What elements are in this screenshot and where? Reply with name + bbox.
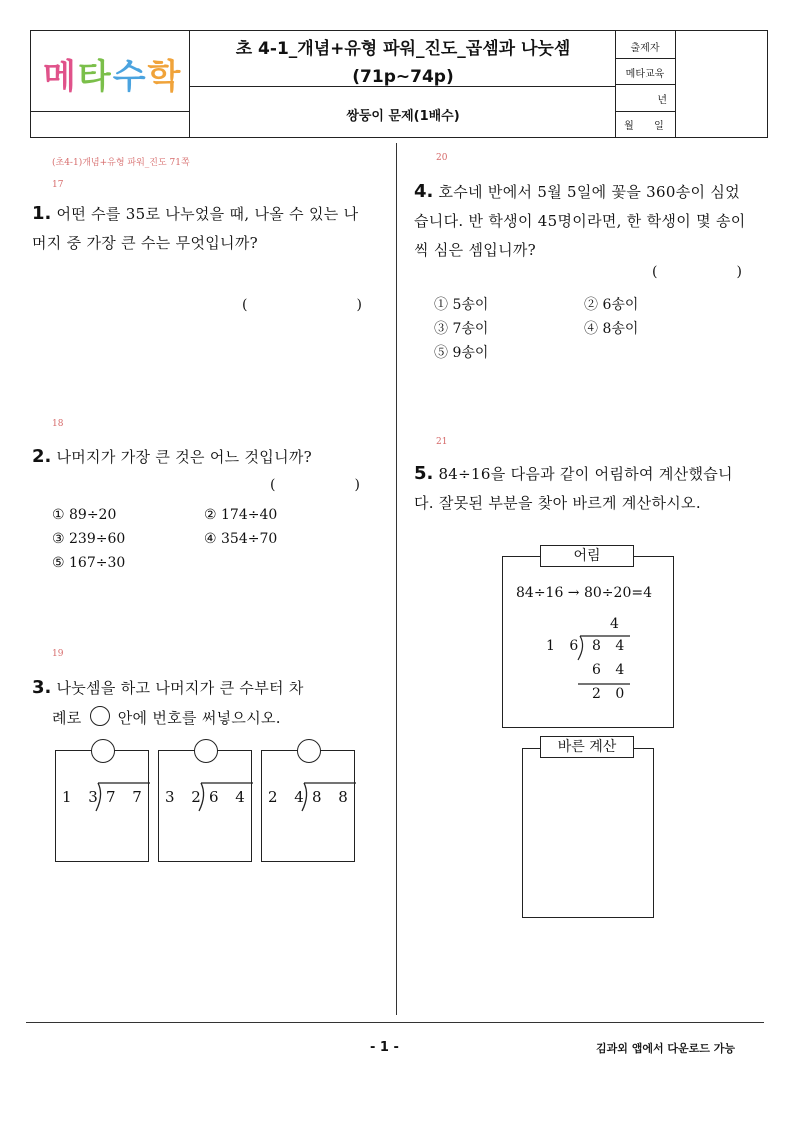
choice-5[interactable]: ⑤ 167÷30 bbox=[52, 555, 126, 571]
question-number: 1. bbox=[32, 203, 52, 224]
question-id: 21 bbox=[436, 437, 448, 447]
question-number: 2. bbox=[32, 446, 52, 467]
divisor: 3 2 bbox=[165, 788, 207, 806]
download-note: 김과외 앱에서 다운로드 가능 bbox=[596, 1042, 735, 1055]
choice-3[interactable]: ③ 239÷60 bbox=[52, 531, 126, 547]
question-id: 17 bbox=[52, 180, 64, 190]
footer-rule bbox=[26, 1022, 764, 1023]
correct-calc-label: 바른 계산 bbox=[540, 736, 634, 758]
title-line-1: 초 4-1_개념+유형 파워_진도_곱셈과 나눗셈 bbox=[235, 39, 571, 59]
year-label: 년 bbox=[657, 95, 667, 106]
question-text: 나눗셈을 하고 나머지가 큰 수부터 차 bbox=[56, 679, 304, 697]
title-line-2: (71p~74p) bbox=[352, 67, 454, 87]
work-quotient: 4 bbox=[610, 616, 619, 632]
divisor: 1 3 bbox=[62, 788, 104, 806]
worksheet-subtitle: 쌍둥이 문제(1배수) bbox=[346, 109, 460, 124]
question-number: 4. bbox=[414, 181, 434, 202]
dividend: 6 4 bbox=[209, 788, 251, 806]
answer-blank[interactable]: ( ) bbox=[652, 264, 742, 280]
question-id: 18 bbox=[52, 419, 64, 429]
estimate-label: 어림 bbox=[540, 545, 634, 567]
question-text: 호수네 반에서 5월 5일에 꽃을 360송이 심었습니다. 반 학생이 45명이라면, 한 학생이 몇 송이씩 심은 셈입니까? bbox=[414, 183, 746, 259]
choice-1[interactable]: ① 5송이 bbox=[434, 297, 489, 313]
choice-2[interactable]: ② 6송이 bbox=[584, 297, 639, 313]
dividend: 8 8 bbox=[312, 788, 354, 806]
question-id: 20 bbox=[436, 153, 448, 163]
work-product: 6 4 bbox=[592, 662, 630, 678]
author-value: 메타교육 bbox=[625, 69, 665, 80]
question-text-line2: 례로 안에 번호를 써넣으시오. bbox=[52, 704, 281, 733]
question-text: 나머지가 가장 큰 것은 어느 것입니까? bbox=[56, 448, 313, 466]
page-number: - 1 - bbox=[370, 1040, 399, 1055]
estimate-line: 84÷16 → 80÷20=4 bbox=[516, 585, 652, 601]
choice-4[interactable]: ④ 354÷70 bbox=[204, 531, 278, 547]
question-number: 5. bbox=[414, 463, 434, 484]
source-tag: (초4-1)개념+유형 파워_진도 71쪽 bbox=[52, 158, 190, 168]
choice-5[interactable]: ⑤ 9송이 bbox=[434, 345, 489, 361]
author-label: 출제자 bbox=[630, 43, 660, 54]
question-text: 어떤 수를 35로 나누었을 때, 나올 수 있는 나머지 중 가장 큰 수는 무엇입니까? bbox=[32, 205, 359, 252]
answer-blank[interactable]: ( ) bbox=[270, 477, 360, 493]
work-remainder: 2 0 bbox=[592, 686, 630, 702]
month-label: 월 bbox=[624, 121, 634, 132]
work-dividend: 8 4 bbox=[592, 638, 630, 654]
divisor: 2 4 bbox=[268, 788, 310, 806]
question-id: 19 bbox=[52, 649, 64, 659]
answer-blank[interactable]: ( ) bbox=[242, 297, 362, 313]
question-number: 3. bbox=[32, 677, 52, 698]
logo-text: 메타수학 bbox=[43, 57, 183, 97]
day-label: 일 bbox=[654, 121, 664, 132]
choice-2[interactable]: ② 174÷40 bbox=[204, 507, 278, 523]
work-divisor: 1 6 bbox=[546, 638, 584, 654]
choice-4[interactable]: ④ 8송이 bbox=[584, 321, 639, 337]
correct-calc-box[interactable] bbox=[522, 748, 654, 918]
choice-3[interactable]: ③ 7송이 bbox=[434, 321, 489, 337]
question-text: 84÷16을 다음과 같이 어림하여 계산했습니다. 잘못된 부분을 찾아 바르게 계산하시오. bbox=[414, 465, 733, 512]
dividend: 7 7 bbox=[106, 788, 148, 806]
choice-1[interactable]: ① 89÷20 bbox=[52, 507, 117, 523]
